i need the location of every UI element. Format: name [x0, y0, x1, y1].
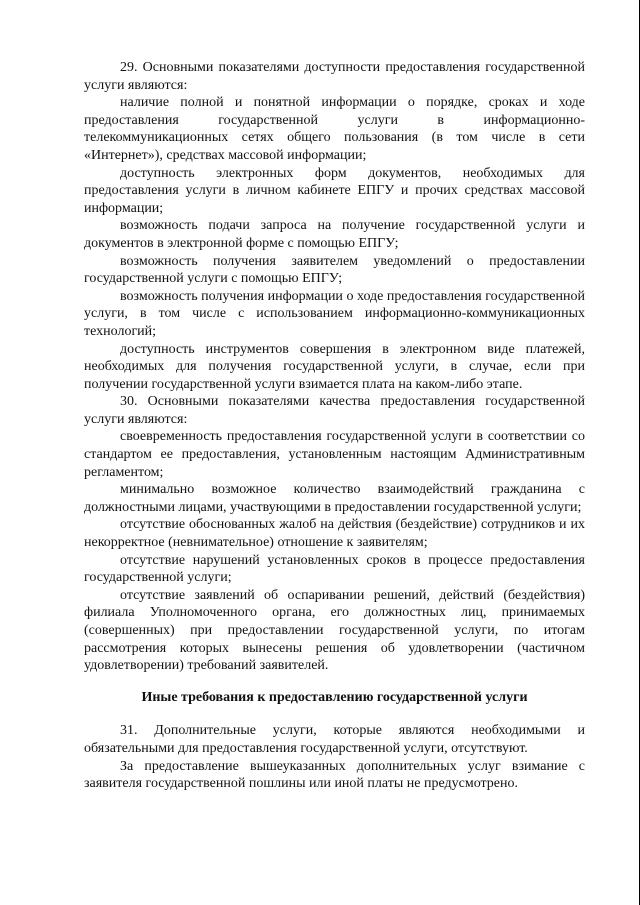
list-item: доступность инструментов совершения в электронном виде платежей, необходимых для получения государственной услуги, в случае, если при получении государственной услуги взимается плата на каком-либо этапе.	[84, 341, 585, 392]
list-item: отсутствие обоснованных жалоб на действия (бездействие) сотрудников и их некорректное (невнимательное) отношение к заявителям;	[84, 517, 585, 551]
list-item: отсутствие нарушений установленных сроков в процессе предоставления государственной услуги;	[84, 552, 585, 586]
section-heading: Иные требования к предоставлению государственной услуги	[141, 689, 528, 705]
paragraph: За предоставление вышеуказанных дополнительных услуг взимание с заявителя государственной пошлины или иной платы не предусмотрено.	[84, 758, 585, 792]
document-body	[84, 59, 585, 793]
list-item: доступность электронных форм документов, необходимых для предоставления услуги в личном кабинете ЕПГУ и прочих средствах массовой информации;	[84, 165, 585, 216]
list-item: минимально возможное количество взаимодействий гражданина с должностными лицами, участвующими в предоставлении государственной услуги;	[84, 482, 585, 515]
list-item: наличие полной и понятной информации о порядке, сроках и ходе предоставления государственной услуги в информационно-телекоммуникационных сетях общего пользования (в том числе в сети «Интернет»), средствах массовой информации;	[84, 95, 585, 163]
paragraph-30: 30. Основными показателями качества предоставления государственной услуги являются:	[84, 394, 585, 427]
list-item: своевременность предоставления государственной услуги в соответствии со стандартом ее предоставления, установленным настоящим Административным регламентом;	[84, 429, 585, 480]
list-item: возможность получения информации о ходе предоставления государственной услуги, в том числе с использованием информационно-коммуникационных технологий;	[84, 288, 585, 339]
paragraph-29: 29. Основными показателями доступности предоставления государственной услуги являются:	[84, 60, 585, 93]
list-item: отсутствие заявлений об оспаривании решений, действий (бездействия) филиала Уполномоченного органа, его должностных лиц, принимаемых (совершенных) при предоставлении государственной услуги, по итогам рассмотрения которых вынесены решения об удовлетворении (частичном удовлетворении) требований заявителей.	[84, 587, 585, 674]
list-item: возможность подачи запроса на получение государственной услуги и документов в электронной форме с помощью ЕПГУ;	[84, 218, 585, 251]
paragraph-31: 31. Дополнительные услуги, которые являются необходимыми и обязательными для предоставления государственной услуги, отсутствуют.	[84, 723, 585, 756]
list-item: возможность получения заявителем уведомлений о предоставлении государственной услуги с помощью ЕПГУ;	[84, 253, 585, 287]
